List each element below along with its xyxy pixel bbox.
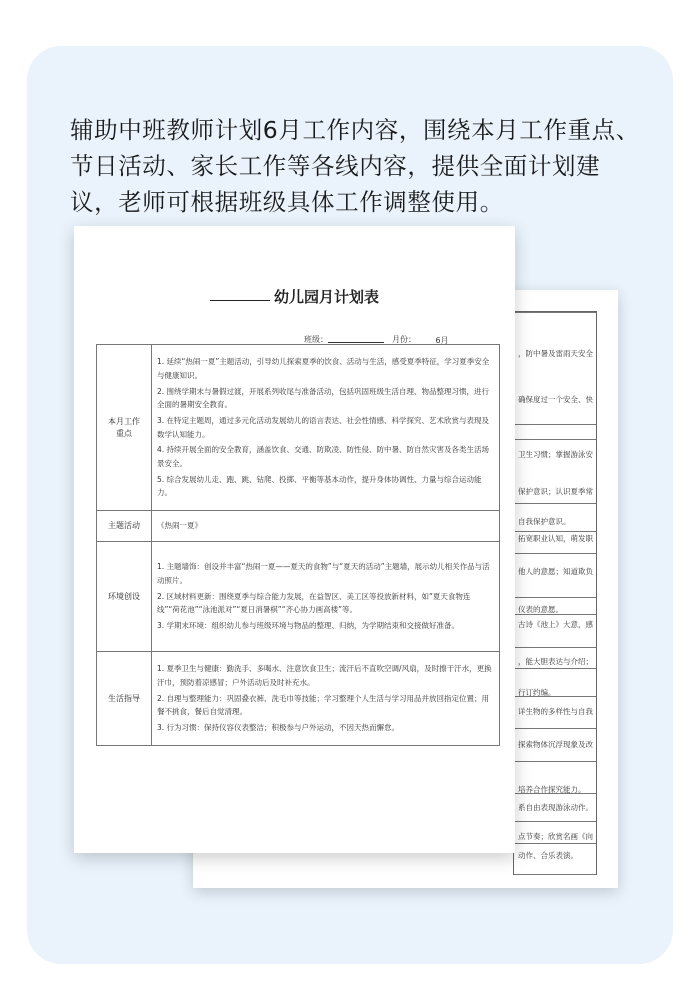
- back-page-text: 详生物的多样性与自我: [518, 707, 593, 716]
- back-table-rule: [514, 503, 596, 504]
- front-document-page: [74, 226, 515, 853]
- month-value: 6月: [416, 335, 468, 345]
- month-label: 月份：: [392, 335, 416, 344]
- back-page-text: 探索物体沉浮现象及改: [518, 740, 593, 749]
- back-page-text: 卫生习惯；掌握游泳安: [518, 450, 593, 459]
- plan-item: 《热闹一夏》: [157, 521, 202, 531]
- plan-item: 5. 综合发展幼儿走、跑、跳、钻爬、投掷、平衡等基本动作，提升身体协调性、力量与综合运动能力。: [157, 474, 482, 498]
- back-table-frame: [513, 311, 597, 875]
- row-label-text: 本月工作: [108, 416, 140, 426]
- back-table-rule: [514, 424, 596, 425]
- back-table-rule: [514, 821, 596, 822]
- row-content: [152, 345, 500, 511]
- back-table-rule: [514, 874, 596, 875]
- row-label-text: 重点: [116, 428, 132, 438]
- title-text: 幼儿园月计划表: [273, 288, 379, 306]
- row-label-text: 环境创设: [108, 591, 140, 601]
- plan-item: 4. 持续开展全面的安全教育，涵盖饮食、交通、防欺凌、防性侵、防中暑、防自然灾害及各类生活场景安全。: [157, 445, 490, 468]
- back-table-rule: [514, 531, 596, 532]
- back-table-rule: [514, 843, 596, 844]
- row-label: [97, 652, 152, 746]
- row-label: [97, 345, 152, 511]
- back-page-text: 培养合作探究能力。: [518, 785, 586, 794]
- plan-item: 3. 在特定主题周，通过多元化活动发展幼儿的语言表达、社会性情感、科学探究、艺术欣赏与表现及数学认知能力。: [157, 416, 490, 439]
- back-page-text: 他人的意愿；知道欺负: [518, 567, 593, 576]
- table-row: [97, 542, 500, 652]
- table-row: [97, 652, 500, 746]
- plan-item: 2. 自理与整理能力：巩固叠衣裤、洗毛巾等技能；学习整理个人生活与学习用品并放回指定位置；用餐不挑食，餐后自觉清理。: [157, 693, 490, 717]
- row-label-text: 生活指导: [108, 693, 140, 703]
- row-label: [97, 511, 152, 542]
- plan-item: 2. 区域材料更新：围绕夏季与综合能力发展，在益智区、美工区等投放新材料，如“夏天食物连线”“荷花池”“泳池派对”“夏日消暑棋”“齐心协力画高楼”等。: [157, 591, 471, 615]
- back-table-rule: [514, 312, 596, 313]
- row-content: [152, 511, 500, 542]
- back-page-text: 保护意识；认识夏季常: [518, 487, 593, 496]
- back-page-text: 拓宽职业认知，萌发职: [518, 534, 593, 543]
- back-page-text: 行订约编。: [518, 688, 556, 697]
- row-content: [152, 542, 500, 652]
- plan-item: 1. 夏季卫生与健康：勤洗手、多喝水、注意饮食卫生；流汗后不直吹空调/风扇，及时擦干汗水，更换汗巾，预防着凉感冒；户外活动后及时补充水。: [157, 664, 492, 687]
- table-row: [97, 511, 500, 542]
- back-page-text: ，能大胆表达与介绍；: [518, 657, 593, 666]
- title-blank: [210, 300, 270, 301]
- back-page-text: 点节奏；欣赏名画《向: [518, 832, 593, 841]
- back-page-text: 仪表的意愿。: [518, 605, 563, 614]
- plan-item: 3. 行为习惯：保持仪容仪表整洁；积极参与户外运动，不因天热而懈怠。: [157, 723, 400, 733]
- class-label: 班级：: [304, 335, 328, 344]
- back-page-text: 动作、合乐表演。: [518, 851, 578, 860]
- back-page-text: 确保度过一个安全、快: [518, 395, 593, 404]
- class-blank: [328, 333, 384, 343]
- back-page-text: 古诗《池上》大意，感: [518, 620, 593, 629]
- back-table-rule: [514, 647, 596, 648]
- plan-item: 1. 主题墙饰：创设并丰富“热闹一夏——夏天的食物”与“夏天的活动”主题墙，展示幼儿相关作品与活动照片。: [157, 562, 490, 585]
- back-table-rule: [514, 597, 596, 598]
- row-label-text: 主题活动: [108, 521, 140, 530]
- row-label: [97, 542, 152, 652]
- document-title: [74, 286, 515, 307]
- row-content: [152, 652, 500, 746]
- plan-item: 1. 延续“热闹一夏”主题活动，引导幼儿探索夏季的饮食、活动与生活，感受夏季特征，学习夏季安全与健康知识。: [157, 357, 490, 380]
- plan-table: [96, 344, 500, 746]
- plan-item: 3. 学期末环境：组织幼儿参与班级环境与物品的整理、归纳，为学期结束和交接做好准备。: [157, 621, 460, 631]
- back-page-text: 自我保护意识。: [518, 517, 571, 526]
- back-page-text: 系自由表现游泳动作。: [518, 803, 593, 812]
- back-table-rule: [514, 439, 596, 440]
- headline: 辅助中班教师计划6月工作内容，围绕本月工作重点、节日活动、家长工作等各线内容，提供全面计划建议，老师可根据班级具体工作调整使用。: [70, 116, 640, 216]
- back-table-rule: [514, 728, 596, 729]
- back-table-rule: [514, 553, 596, 554]
- back-page-text: ，防中暑及雷雨天安全: [518, 349, 593, 358]
- table-row: [97, 345, 500, 511]
- plan-item: 2. 围绕学期末与暑假过渡，开展系列收尾与准备活动，包括巩固班级生活自理、物品整理习惯，进行全面的暑期安全教育。: [157, 386, 490, 410]
- back-table-rule: [514, 668, 596, 669]
- back-table-rule: [514, 761, 596, 762]
